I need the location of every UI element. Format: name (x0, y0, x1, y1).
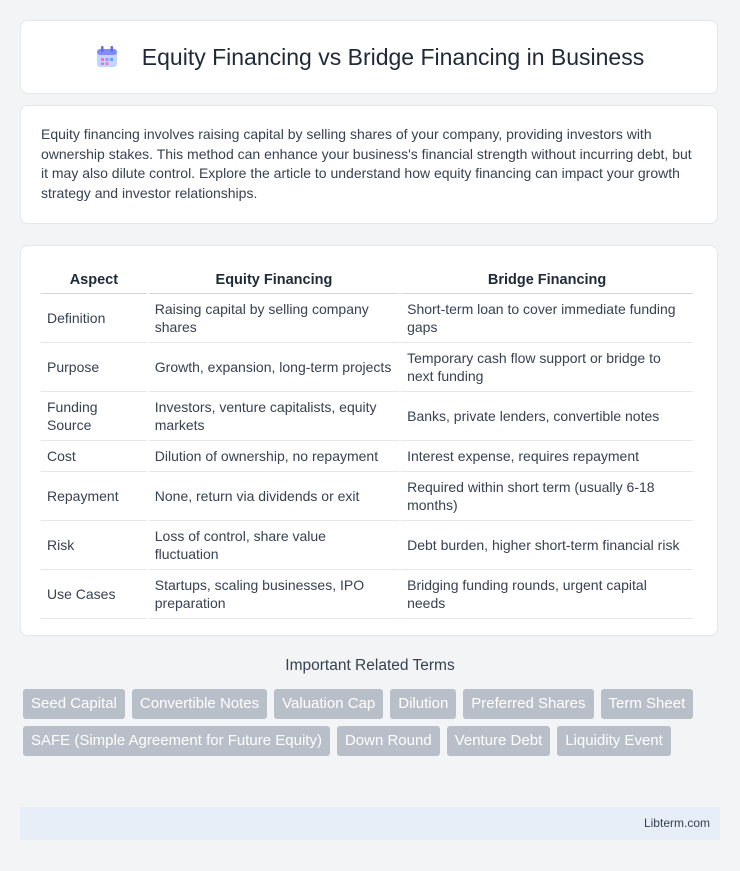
table-row (41, 392, 693, 441)
related-term-tag[interactable]: Liquidity Event (557, 726, 671, 756)
related-term-tag[interactable]: Down Round (337, 726, 440, 756)
cell-aspect: Purpose (41, 343, 147, 392)
table-row (41, 441, 693, 472)
cell-bridge: Banks, private lenders, convertible notes (401, 392, 693, 441)
related-term-tag[interactable]: Venture Debt (447, 726, 551, 756)
table-row (41, 472, 693, 521)
cell-equity: Growth, expansion, long-term projects (149, 343, 399, 392)
cell-equity: None, return via dividends or exit (149, 472, 399, 521)
related-term-tag[interactable]: Convertible Notes (132, 689, 267, 719)
calendar-icon (94, 44, 120, 70)
cell-equity: Dilution of ownership, no repayment (149, 441, 399, 472)
cell-aspect: Definition (41, 294, 147, 343)
related-term-tag[interactable]: Seed Capital (23, 689, 125, 719)
intro-card (20, 105, 718, 224)
table-row (41, 521, 693, 570)
table-row (41, 343, 693, 392)
comparison-table (39, 266, 695, 619)
cell-equity: Investors, venture capitalists, equity markets (149, 392, 399, 441)
cell-equity: Startups, scaling businesses, IPO preparation (149, 570, 399, 619)
cell-bridge: Debt burden, higher short-term financial risk (401, 521, 693, 570)
header-bridge: Bridge Financing (401, 266, 693, 294)
cell-aspect: Funding Source (41, 392, 147, 441)
intro-text: Equity financing involves raising capital by selling shares of your company, providing investors with ownership stakes. This method can enhance your business's financial strength without incurring debt, but it may also dilute control. Explore the article to understand how equity financing can impact your growth strategy and investor relationships. (41, 126, 692, 201)
cell-aspect: Use Cases (41, 570, 147, 619)
cell-bridge: Temporary cash flow support or bridge to next funding (401, 343, 693, 392)
related-term-tag[interactable]: SAFE (Simple Agreement for Future Equity) (23, 726, 330, 756)
footer (20, 807, 720, 840)
header-aspect: Aspect (41, 266, 147, 294)
related-term-tag[interactable]: Preferred Shares (463, 689, 593, 719)
page-title: Equity Financing vs Bridge Financing in Business (141, 43, 645, 70)
cell-bridge: Bridging funding rounds, urgent capital needs (401, 570, 693, 619)
related-term-tag[interactable]: Dilution (390, 689, 456, 719)
cell-equity: Raising capital by selling company shares (149, 294, 399, 343)
cell-bridge: Interest expense, requires repayment (401, 441, 693, 472)
cell-aspect: Risk (41, 521, 147, 570)
comparison-card (20, 245, 718, 636)
header-equity: Equity Financing (149, 266, 399, 294)
cell-bridge: Required within short term (usually 6-18 months) (401, 472, 693, 521)
related-terms-title: Important Related Terms (285, 657, 455, 674)
related-term-tag[interactable]: Term Sheet (601, 689, 694, 719)
cell-aspect: Repayment (41, 472, 147, 521)
related-terms-list (23, 689, 713, 763)
table-row (41, 570, 693, 619)
table-row (41, 294, 693, 343)
cell-bridge: Short-term loan to cover immediate funding gaps (401, 294, 693, 343)
cell-aspect: Cost (41, 441, 147, 472)
header-card (20, 20, 718, 94)
footer-site-link[interactable]: Libterm.com (643, 816, 710, 830)
related-term-tag[interactable]: Valuation Cap (274, 689, 383, 719)
cell-equity: Loss of control, share value fluctuation (149, 521, 399, 570)
